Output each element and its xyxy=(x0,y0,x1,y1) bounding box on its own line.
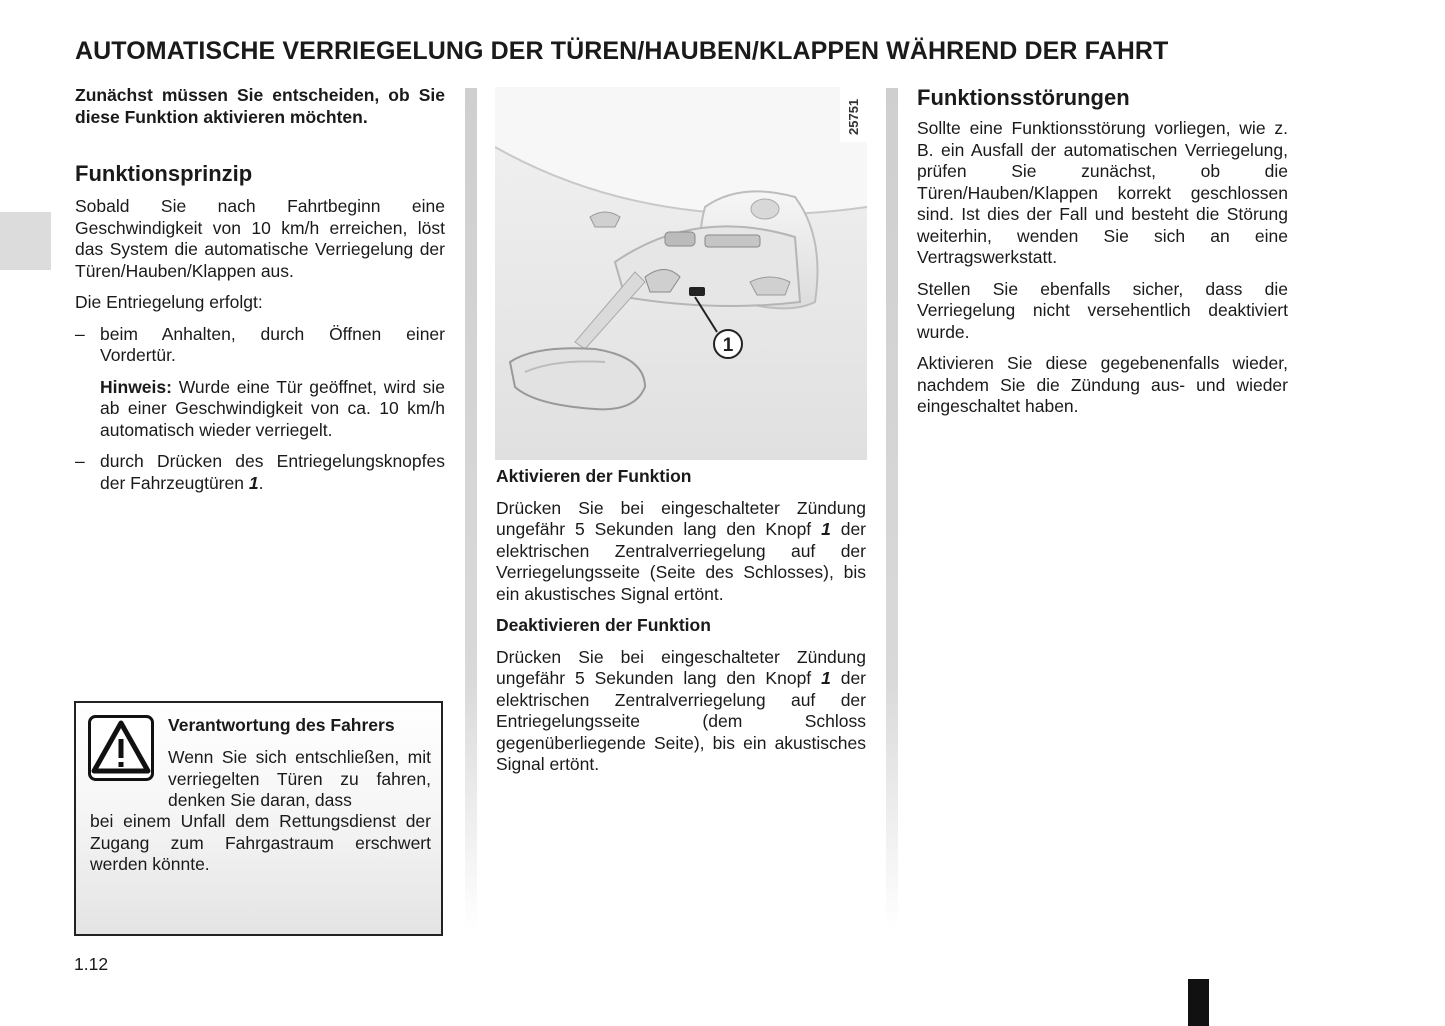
button-reference: 1 xyxy=(248,472,259,493)
deactivate-text-end: der elektrischen Zentralverriegelung auf der Entriegelungsseite (dem Schloss gegenüberliegende Seite), bis ein akustisches Signal ertönt. xyxy=(496,668,867,774)
warning-text: Wenn Sie sich entschließen, mit verriegelten Türen zu fahren, denken Sie daran, dass xyxy=(168,747,431,810)
list-item-text xyxy=(100,451,445,494)
heading-aktivieren: Aktivieren der Funktion xyxy=(496,466,692,486)
note-paragraph xyxy=(100,377,445,442)
principle-paragraph: Sobald Sie nach Fahrtbeginn eine Geschwindigkeit von 10 km/h erreichen, löst das System die automatische Verriegelung der Türen/Hauben/Klappen aus. xyxy=(75,196,445,281)
overhead-console-illustration xyxy=(495,87,867,460)
list-item xyxy=(75,451,445,494)
deactivate-text: Drücken Sie bei eingeschalteter Zündung ungefähr 5 Sekunden lang den Knopf xyxy=(496,646,866,688)
warning-triangle-icon xyxy=(88,715,154,781)
right-column xyxy=(917,84,1288,428)
left-column xyxy=(75,85,445,504)
warning-title: Verantwortung des Fahrers xyxy=(168,715,395,735)
warning-text-continued: bei einem Unfall dem Rettungsdienst der Zugang zum Fahrgastraum erschwert werden könnte. xyxy=(90,811,431,874)
page-title: AUTOMATISCHE VERRIEGELUNG DER TÜREN/HAUBEN/KLAPPEN WÄHREND DER FAHRT xyxy=(75,37,1169,65)
dash-bullet: – xyxy=(75,323,85,344)
note-text: Wurde eine Tür geöffnet, wird sie ab einer Geschwindigkeit von ca. 10 km/h automatisch wieder verriegelt. xyxy=(100,376,445,440)
list-item xyxy=(75,324,445,367)
warning-box xyxy=(74,701,443,936)
unlock-intro: Die Entriegelung erfolgt: xyxy=(75,292,263,312)
reactivate-paragraph: Aktivieren Sie diese gegebenenfalls wieder, nachdem Sie die Zündung aus- und wieder eingeschaltet haben. xyxy=(917,353,1288,416)
illustration-drawing xyxy=(495,87,867,460)
activate-text-end: der elektrischen Zentralverriegelung auf der Verriegelungsseite (Seite des Schlosses), bis ein akustisches Signal ertönt. xyxy=(496,519,867,604)
heading-funktionsstoerungen: Funktionsstörungen xyxy=(917,85,1130,110)
intro-text: Zunächst müssen Sie entscheiden, ob Sie diese Funktion aktivieren möchten. xyxy=(75,85,445,127)
item2-end: . xyxy=(258,472,264,493)
section-tab-marker xyxy=(0,212,51,270)
activate-paragraph xyxy=(496,498,866,606)
heading-deaktivieren: Deaktivieren der Funktion xyxy=(496,615,711,635)
dash-bullet: – xyxy=(75,451,85,471)
page-number: 1.12 xyxy=(74,954,109,974)
item2-text: durch Drücken des Entriegelungsknopfes der Fahrzeugtüren xyxy=(100,451,445,493)
check-paragraph: Stellen Sie ebenfalls sicher, dass die Verriegelung nicht versehentlich deaktiviert wurde. xyxy=(917,278,1288,342)
column-separator xyxy=(465,88,477,930)
note-label: Hinweis: xyxy=(100,376,172,397)
activate-text: Drücken Sie bei eingeschalteter Zündung ungefähr 5 Sekunden lang den Knopf xyxy=(496,497,866,539)
heading-funktionsprinzip: Funktionsprinzip xyxy=(75,161,253,186)
column-separator xyxy=(886,88,898,930)
callout-number: 1 xyxy=(722,335,734,356)
malfunction-paragraph: Sollte eine Funktionsstörung vorliegen, wie z. B. ein Ausfall der automatischen Verriegelung, prüfen Sie zunächst, ob die Türen/Hauben/Klappen korrekt geschlossen sind. Ist dies der Fall und besteht die Störung weiterhin, wenden Sie sich an eine Vertragswerkstatt. xyxy=(917,118,1288,267)
page-edge-marker xyxy=(1188,979,1209,1026)
middle-column xyxy=(496,466,866,786)
figure-reference-number: 25751 xyxy=(846,98,861,135)
list-item-text: beim Anhalten, durch Öffnen einer Vordertür. xyxy=(100,323,445,365)
button-reference: 1 xyxy=(821,519,831,539)
button-reference: 1 xyxy=(821,668,831,688)
deactivate-paragraph xyxy=(496,647,866,776)
